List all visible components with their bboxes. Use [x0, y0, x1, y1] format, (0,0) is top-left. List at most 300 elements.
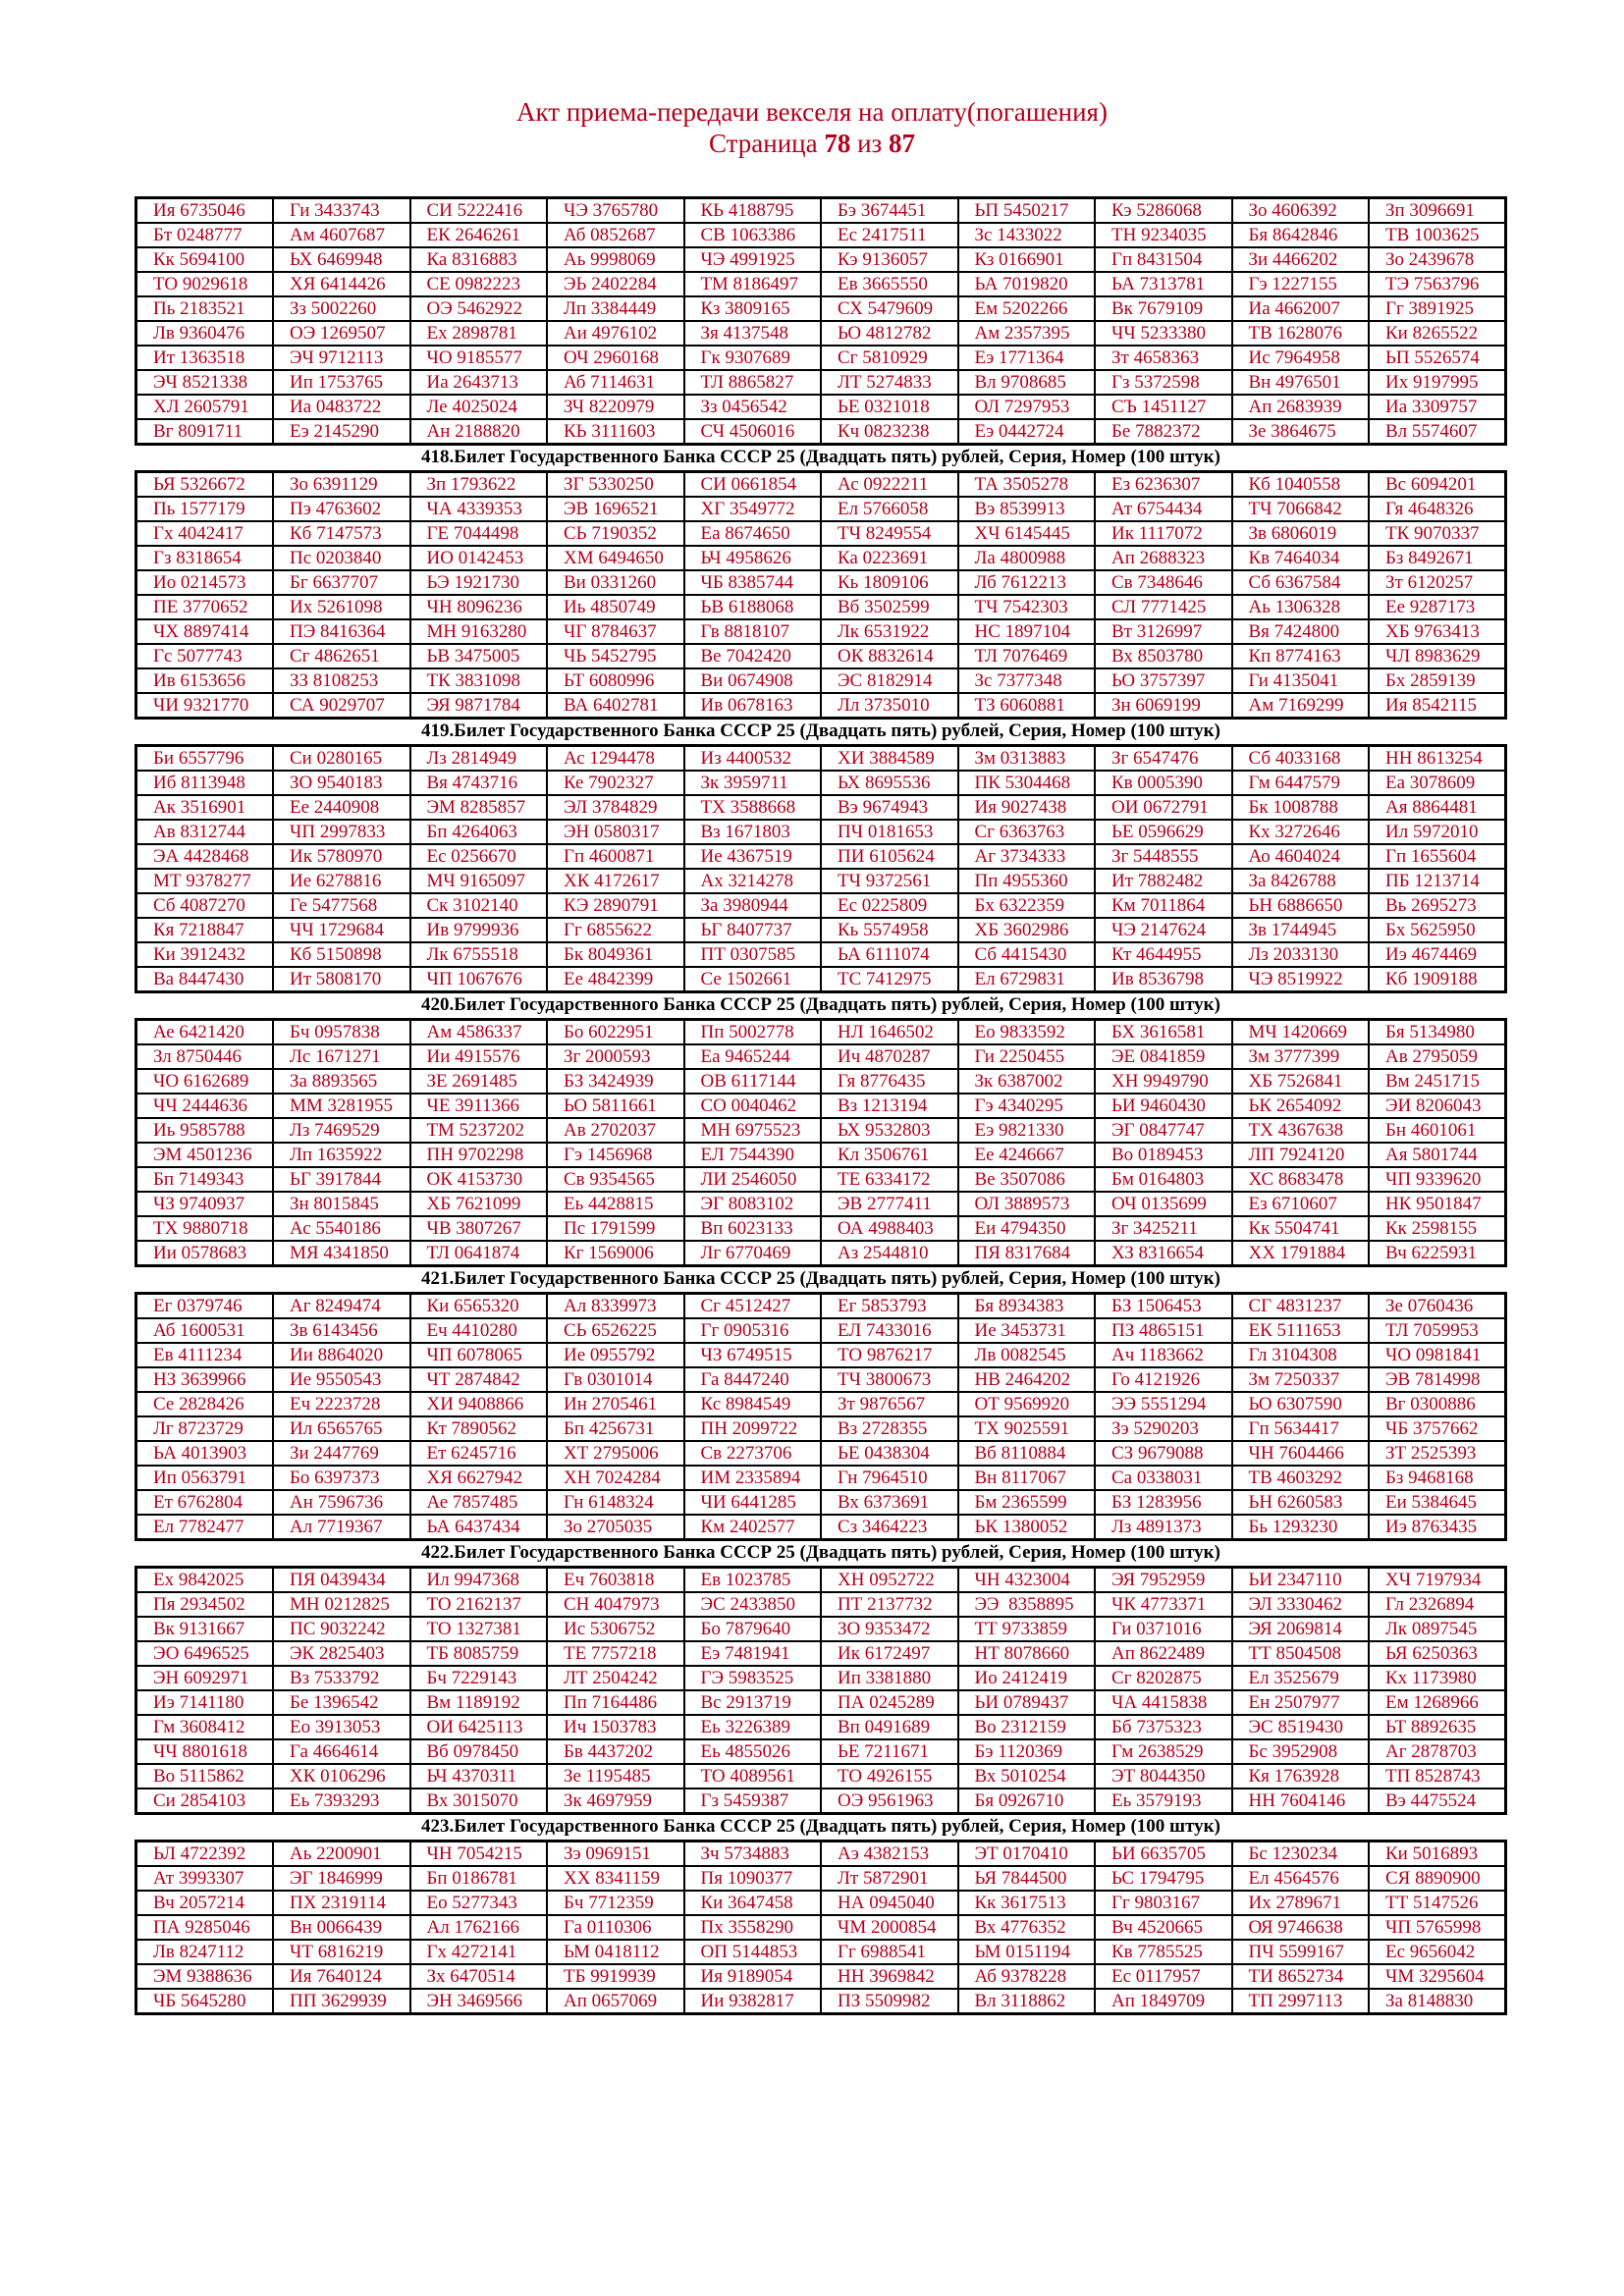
serial-cell: ОИ 0672791	[1095, 795, 1232, 820]
serial-cell: Пс 0203840	[273, 546, 410, 570]
serial-cell: ЧМ 2000854	[821, 1915, 958, 1940]
serial-cell: Аг 2878703	[1369, 1739, 1506, 1764]
table-row	[136, 771, 1506, 795]
table-row	[136, 419, 1506, 445]
serial-cell: Вн 8117067	[958, 1466, 1096, 1490]
serial-cell: Ле 4025024	[410, 395, 548, 419]
serial-cell: ТВ 4603292	[1232, 1466, 1370, 1490]
serial-cell: ЭГ 1846999	[273, 1866, 410, 1891]
table-row	[136, 820, 1506, 844]
serial-cell: Гл 2326894	[1369, 1592, 1506, 1617]
serial-cell: Кх 3272646	[1232, 820, 1370, 844]
serial-cell: Кя 7218847	[136, 918, 274, 942]
serial-cell: Гп 5634417	[1232, 1416, 1370, 1441]
serial-cell: Кв 7464034	[1232, 546, 1370, 570]
serial-cell: Вг 8091711	[136, 419, 274, 445]
serial-cell: Го 4121926	[1095, 1367, 1232, 1392]
serial-cell: ТТ 8504508	[1232, 1641, 1370, 1666]
table-row	[136, 1764, 1506, 1789]
serial-cell: Еа 3078609	[1369, 771, 1506, 795]
serial-cell: Лг 6770469	[684, 1241, 822, 1266]
table-row	[136, 1466, 1506, 1490]
serial-cell: ЭЯ 2069814	[1232, 1617, 1370, 1641]
serial-cell: Аб 1600531	[136, 1318, 274, 1343]
serial-cell: Ик 1117072	[1095, 521, 1232, 546]
serial-cell: Еь 7393293	[273, 1789, 410, 1814]
serial-cell: Кб 1040558	[1232, 472, 1370, 498]
serial-cell: Вк 9131667	[136, 1617, 274, 1641]
serial-cell: Зс 7377348	[958, 668, 1096, 693]
serial-cell: ЭТ 8044350	[1095, 1764, 1232, 1789]
serial-cell: ХЛ 2605791	[136, 395, 274, 419]
serial-cell: ЕЛ 7433016	[821, 1318, 958, 1343]
serial-cell: Бо 7879640	[684, 1617, 822, 1641]
serial-cell: ЭЕ 0841859	[1095, 1044, 1232, 1069]
serial-cell: Зи 2447769	[273, 1441, 410, 1466]
section-title: 422.Билет Государственного Банка СССР 25 (Двадцать пять) рублей, Серия, Номер (100 штук)	[421, 1542, 1220, 1563]
serial-cell: Аб 9378228	[958, 1964, 1096, 1989]
serial-cell: Км 7011864	[1095, 893, 1232, 918]
serial-cell: ТО 1327381	[410, 1617, 548, 1641]
table-row	[136, 1915, 1506, 1940]
serial-cell: Ил 6565765	[273, 1416, 410, 1441]
serial-cell: ХЗ 8316654	[1095, 1241, 1232, 1266]
serial-cell: ЬК 2654092	[1232, 1094, 1370, 1118]
serial-cell: Иь 4850749	[547, 595, 684, 619]
serial-cell: Вч 2057214	[136, 1891, 274, 1915]
serial-cell: Зи 4466202	[1232, 247, 1370, 272]
table-row	[136, 1739, 1506, 1764]
serial-cell: ЧП 9339620	[1369, 1167, 1506, 1192]
serial-cell: ЭМ 4501236	[136, 1143, 274, 1167]
serial-cell: Гя 4648326	[1369, 497, 1506, 521]
serial-cell: ХЧ 7197934	[1369, 1568, 1506, 1593]
serial-cell: Кк 5504741	[1232, 1216, 1370, 1241]
serial-cell: Ел 6729831	[958, 967, 1096, 992]
serial-cell: НА 0945040	[821, 1891, 958, 1915]
serial-cell: Иэ 8763435	[1369, 1515, 1506, 1540]
serial-cell: Гл 3104308	[1232, 1343, 1370, 1367]
serial-cell: Гм 2638529	[1095, 1739, 1232, 1764]
serial-cell: Еч 4410280	[410, 1318, 548, 1343]
serial-cell: ЧА 4339353	[410, 497, 548, 521]
serial-cell: Га 0110306	[547, 1915, 684, 1940]
serial-cell: Бк 1008788	[1232, 795, 1370, 820]
serial-cell: ХС 8683478	[1232, 1167, 1370, 1192]
serial-cell: Вн 4976501	[1232, 370, 1370, 395]
serial-cell: ХЧ 6145445	[958, 521, 1096, 546]
serial-cell: ЧЭ 8519922	[1232, 967, 1370, 992]
serial-cell: Вп 0491689	[821, 1715, 958, 1739]
serial-cell: ОК 8832614	[821, 644, 958, 668]
serial-cell: Пх 3558290	[684, 1915, 822, 1940]
serial-cell: Ла 4800988	[958, 546, 1096, 570]
table-row	[136, 1940, 1506, 1964]
serial-cell: ЬХ 9532803	[821, 1118, 958, 1143]
serial-cell: ПА 0245289	[821, 1690, 958, 1715]
serial-cell: ЧП 6078065	[410, 1343, 548, 1367]
serial-cell: НВ 2464202	[958, 1367, 1096, 1392]
serial-cell: Ан 2188820	[410, 419, 548, 445]
serial-cell: Ап 2683939	[1232, 395, 1370, 419]
serial-cell: Кэ 9136057	[821, 247, 958, 272]
serial-cell: Ки 6565320	[410, 1294, 548, 1319]
serial-cell: ТХ 9025591	[958, 1416, 1096, 1441]
serial-cell: Ач 1183662	[1095, 1343, 1232, 1367]
serial-cell: Ез 6710607	[1232, 1192, 1370, 1216]
serial-cell: Ес 2417511	[821, 223, 958, 247]
serial-cell: ХИ 9408866	[410, 1392, 548, 1416]
serial-cell: ЗТ 2525393	[1369, 1441, 1506, 1466]
serial-cell: Зт 9876567	[821, 1392, 958, 1416]
serial-cell: Их 9197995	[1369, 370, 1506, 395]
serial-cell: Ег 0379746	[136, 1294, 274, 1319]
serial-cell: ТТ 5147526	[1369, 1891, 1506, 1915]
serial-cell: Ев 3665550	[821, 272, 958, 296]
table-row	[136, 272, 1506, 296]
serial-cell: Вх 3015070	[410, 1789, 548, 1814]
serial-cell: Зт 4658363	[1095, 346, 1232, 370]
serial-cell: ЧЗ 6749515	[684, 1343, 822, 1367]
serial-cell: Бз 8492671	[1369, 546, 1506, 570]
serial-cell: СА 9029707	[273, 693, 410, 719]
serial-cell: Лв 8247112	[136, 1940, 274, 1964]
serial-cell: Ит 7882482	[1095, 869, 1232, 893]
serial-cell: ЬС 1794795	[1095, 1866, 1232, 1891]
serial-cell: ТЧ 8249554	[821, 521, 958, 546]
serial-cell: Гя 8776435	[821, 1069, 958, 1094]
serial-cell: ЧБ 5645280	[136, 1989, 274, 2014]
serial-cell: НЗ 3639966	[136, 1367, 274, 1392]
serial-cell: Ел 4564576	[1232, 1866, 1370, 1891]
serial-cell: ПЯ 8317684	[958, 1241, 1096, 1266]
serial-cell: Аэ 4382153	[821, 1842, 958, 1867]
table-row	[136, 1490, 1506, 1515]
serial-cell: ТБ 9919939	[547, 1964, 684, 1989]
table-row	[136, 1715, 1506, 1739]
table-row	[136, 346, 1506, 370]
serial-cell: Ит 1363518	[136, 346, 274, 370]
serial-table	[135, 1840, 1507, 2015]
serial-cell: ПН 9702298	[410, 1143, 548, 1167]
serial-cell: МН 0212825	[273, 1592, 410, 1617]
serial-cell: ЧК 4773371	[1095, 1592, 1232, 1617]
serial-cell: Пп 4955360	[958, 869, 1096, 893]
serial-cell: КЭ 2890791	[547, 893, 684, 918]
serial-cell: ОИ 6425113	[410, 1715, 548, 1739]
serial-cell: ПЧ 0181653	[821, 820, 958, 844]
serial-cell: Сг 4512427	[684, 1294, 822, 1319]
serial-cell: Гэ 1227155	[1232, 272, 1370, 296]
serial-cell: Ел 5766058	[821, 497, 958, 521]
serial-cell: ОТ 9569920	[958, 1392, 1096, 1416]
serial-cell: Ил 5972010	[1369, 820, 1506, 844]
serial-cell: ЭА 4428468	[136, 844, 274, 869]
serial-cell: Кз 0166901	[958, 247, 1096, 272]
serial-cell: Зг 3425211	[1095, 1216, 1232, 1241]
serial-cell: ПЧ 5599167	[1232, 1940, 1370, 1964]
serial-cell: Лк 6531922	[821, 619, 958, 644]
serial-cell: ХБ 7526841	[1232, 1069, 1370, 1094]
serial-cell: ЛП 7924120	[1232, 1143, 1370, 1167]
serial-cell: ЬИ 0789437	[958, 1690, 1096, 1715]
serial-cell: ЕК 2646261	[410, 223, 548, 247]
serial-cell: ПП 3629939	[273, 1989, 410, 2014]
serial-cell: СЪ 1451127	[1095, 395, 1232, 419]
serial-cell: ПЯ 0439434	[273, 1568, 410, 1593]
serial-cell: Вх 8503780	[1095, 644, 1232, 668]
serial-cell: ЭС 2433850	[684, 1592, 822, 1617]
serial-cell: ХТ 2795006	[547, 1441, 684, 1466]
serial-cell: СГ 4831237	[1232, 1294, 1370, 1319]
serial-cell: Сб 4087270	[136, 893, 274, 918]
serial-cell: ПХ 2319114	[273, 1891, 410, 1915]
serial-number-list	[135, 196, 1507, 2015]
serial-cell: ЬЯ 7844500	[958, 1866, 1096, 1891]
serial-cell: ЧБ 3757662	[1369, 1416, 1506, 1441]
serial-cell: СИ 0661854	[684, 472, 822, 498]
serial-cell: Гм 3608412	[136, 1715, 274, 1739]
serial-cell: ТВ 1628076	[1232, 321, 1370, 346]
serial-cell: Ав 2702037	[547, 1118, 684, 1143]
serial-cell: ЬТ 6080996	[547, 668, 684, 693]
serial-cell: Пь 2183521	[136, 296, 274, 321]
serial-cell: ЬИ 9460430	[1095, 1094, 1232, 1118]
serial-cell: Ги 4135041	[1232, 668, 1370, 693]
document-header	[0, 96, 1624, 159]
serial-cell: ЭГ 8083102	[684, 1192, 822, 1216]
serial-cell: ЭВ 2777411	[821, 1192, 958, 1216]
serial-cell: Ие 3453731	[958, 1318, 1096, 1343]
serial-cell: Аб 0852687	[547, 223, 684, 247]
serial-cell: ЧП 5765998	[1369, 1915, 1506, 1940]
serial-cell: Аб 7114631	[547, 370, 684, 395]
serial-cell: ЬН 6260583	[1232, 1490, 1370, 1515]
serial-cell: ЬЧ 4370311	[410, 1764, 548, 1789]
serial-cell: Вл 9708685	[958, 370, 1096, 395]
serial-cell: НН 3969842	[821, 1964, 958, 1989]
table-row	[136, 1666, 1506, 1690]
serial-cell: ОА 4988403	[821, 1216, 958, 1241]
serial-cell: Сг 5810929	[821, 346, 958, 370]
serial-cell: Зм 0313883	[958, 746, 1096, 772]
serial-cell: Ив 9799936	[410, 918, 548, 942]
serial-cell: Кк 5694100	[136, 247, 274, 272]
serial-cell: ММ 3281955	[273, 1094, 410, 1118]
serial-cell: Ам 4607687	[273, 223, 410, 247]
serial-cell: Зк 4697959	[547, 1789, 684, 1814]
serial-cell: МЯ 4341850	[273, 1241, 410, 1266]
serial-cell: Кь 5574958	[821, 918, 958, 942]
serial-cell: ПИ 6105624	[821, 844, 958, 869]
serial-cell: ЧН 4323004	[958, 1568, 1096, 1593]
serial-cell: МН 9163280	[410, 619, 548, 644]
serial-cell: Ия 6735046	[136, 198, 274, 224]
serial-cell: Св 2273706	[684, 1441, 822, 1466]
serial-cell: ТМ 8186497	[684, 272, 822, 296]
serial-cell: ОЛ 7297953	[958, 395, 1096, 419]
serial-cell: ЭЛ 3330462	[1232, 1592, 1370, 1617]
serial-cell: Ги 2250455	[958, 1044, 1096, 1069]
serial-cell: Ия 8542115	[1369, 693, 1506, 719]
serial-cell: ПЭ 8416364	[273, 619, 410, 644]
serial-cell: Ее 9287173	[1369, 595, 1506, 619]
table-row	[136, 521, 1506, 546]
serial-table	[135, 744, 1507, 993]
serial-cell: Вэ 8539913	[958, 497, 1096, 521]
table-row	[136, 1416, 1506, 1441]
serial-cell: Аз 2544810	[821, 1241, 958, 1266]
serial-cell: ТП 2997113	[1232, 1989, 1370, 2014]
serial-cell: ЧГ 8784637	[547, 619, 684, 644]
serial-cell: ЬО 5811661	[547, 1094, 684, 1118]
serial-cell: ЬИ 2347110	[1232, 1568, 1370, 1593]
table-row	[136, 1020, 1506, 1045]
serial-cell: Ки 5016893	[1369, 1842, 1506, 1867]
serial-cell: Бь 1293230	[1232, 1515, 1370, 1540]
serial-cell: ТС 7412975	[821, 967, 958, 992]
serial-cell: ЬН 6886650	[1232, 893, 1370, 918]
serial-cell: Ал 7719367	[273, 1515, 410, 1540]
serial-cell: ЧО 9185577	[410, 346, 548, 370]
table-row	[136, 1216, 1506, 1241]
serial-cell: Ив 0678163	[684, 693, 822, 719]
serial-cell: Ит 5808170	[273, 967, 410, 992]
serial-cell: Ае 6421420	[136, 1020, 274, 1045]
serial-cell: БЗ 1283956	[1095, 1490, 1232, 1515]
table-row	[136, 1392, 1506, 1416]
serial-cell: ЭГ 0847747	[1095, 1118, 1232, 1143]
page-indicator	[0, 128, 1624, 159]
serial-cell: Гг 3891925	[1369, 296, 1506, 321]
serial-cell: ХХ 8341159	[547, 1866, 684, 1891]
serial-cell: ЧЧ 2444636	[136, 1094, 274, 1118]
serial-cell: Ги 0371016	[1095, 1617, 1232, 1641]
serial-cell: Ас 1294478	[547, 746, 684, 772]
serial-cell: ХН 7024284	[547, 1466, 684, 1490]
serial-cell: Лг 8723729	[136, 1416, 274, 1441]
serial-cell: Лз 2814949	[410, 746, 548, 772]
serial-cell: Зм 7250337	[1232, 1367, 1370, 1392]
serial-cell: Лк 6755518	[410, 942, 548, 967]
serial-cell: Бм 0164803	[1095, 1167, 1232, 1192]
serial-cell: Бх 5625950	[1369, 918, 1506, 942]
serial-cell: ТЭ 7563796	[1369, 272, 1506, 296]
serial-cell: Ес 9656042	[1369, 1940, 1506, 1964]
serial-cell: НС 1897104	[958, 619, 1096, 644]
table-row	[136, 1044, 1506, 1069]
serial-cell: Бх 2859139	[1369, 668, 1506, 693]
serial-cell: ТК 3831098	[410, 668, 548, 693]
serial-cell: Вл 5574607	[1369, 419, 1506, 445]
table-row	[136, 1789, 1506, 1814]
serial-cell: Ас 0922211	[821, 472, 958, 498]
serial-cell: ЧЕ 3911366	[410, 1094, 548, 1118]
serial-cell: Бя 5134980	[1369, 1020, 1506, 1045]
serial-cell: ЭЯ 7952959	[1095, 1568, 1232, 1593]
serial-cell: ЧВ 3807267	[410, 1216, 548, 1241]
serial-cell: ТП 8528743	[1369, 1764, 1506, 1789]
serial-cell: Зм 3777399	[1232, 1044, 1370, 1069]
serial-cell: Гс 5077743	[136, 644, 274, 668]
serial-cell: Ех 9842025	[136, 1568, 274, 1593]
serial-cell: Бп 0186781	[410, 1866, 548, 1891]
table-row	[136, 644, 1506, 668]
serial-cell: Вл 3118862	[958, 1989, 1096, 2014]
serial-cell: НН 8613254	[1369, 746, 1506, 772]
serial-cell: Бо 6022951	[547, 1020, 684, 1045]
serial-cell: Кб 7147573	[273, 521, 410, 546]
serial-cell: ЬВ 3475005	[410, 644, 548, 668]
table-row	[136, 1241, 1506, 1266]
serial-cell: Ия 9189054	[684, 1964, 822, 1989]
serial-cell: Ее 2440908	[273, 795, 410, 820]
serial-cell: Кт 7890562	[410, 1416, 548, 1441]
serial-cell: Зе 1195485	[547, 1764, 684, 1789]
serial-cell: ЧЬ 5452795	[547, 644, 684, 668]
serial-table	[135, 1018, 1507, 1267]
serial-cell: Бе 1396542	[273, 1690, 410, 1715]
serial-cell: Вя 7424800	[1232, 619, 1370, 644]
serial-cell: ЭМ 8285857	[410, 795, 548, 820]
serial-cell: ХГ 3549772	[684, 497, 822, 521]
serial-cell: ЬЯ 6250363	[1369, 1641, 1506, 1666]
serial-cell: ТВ 1003625	[1369, 223, 1506, 247]
serial-cell: ЧЧ 5233380	[1095, 321, 1232, 346]
serial-cell: Се 1502661	[684, 967, 822, 992]
serial-cell: Пь 1577179	[136, 497, 274, 521]
serial-cell: Гз 5459387	[684, 1789, 822, 1814]
serial-cell: Зн 8015845	[273, 1192, 410, 1216]
serial-cell: ЧТ 2874842	[410, 1367, 548, 1392]
serial-cell: Гз 5372598	[1095, 370, 1232, 395]
serial-cell: Кв 0005390	[1095, 771, 1232, 795]
serial-cell: БЗ 1506453	[1095, 1294, 1232, 1319]
table-row	[136, 1094, 1506, 1118]
serial-cell: ЧМ 3295604	[1369, 1964, 1506, 1989]
serial-cell: Гм 6447579	[1232, 771, 1370, 795]
serial-cell: ОЭ 9561963	[821, 1789, 958, 1814]
serial-cell: Аь 1306328	[1232, 595, 1370, 619]
serial-cell: Зо 6391129	[273, 472, 410, 498]
serial-cell: Ке 7902327	[547, 771, 684, 795]
serial-cell: Вэ 9674943	[821, 795, 958, 820]
serial-cell: Вс 6094201	[1369, 472, 1506, 498]
serial-cell: ПК 5304468	[958, 771, 1096, 795]
serial-cell: ЬЕ 7211671	[821, 1739, 958, 1764]
serial-cell: ИО 0142453	[410, 546, 548, 570]
serial-cell: Вб 0978450	[410, 1739, 548, 1764]
serial-cell: МЧ 1420669	[1232, 1020, 1370, 1045]
serial-cell: Вг 0300886	[1369, 1392, 1506, 1416]
serial-cell: ЗО 9540183	[273, 771, 410, 795]
serial-cell: Зэ 5290203	[1095, 1416, 1232, 1441]
serial-cell: ТХ 4367638	[1232, 1118, 1370, 1143]
serial-cell: ПБ 1213714	[1369, 869, 1506, 893]
serial-cell: ЧЭ 4991925	[684, 247, 822, 272]
table-row	[136, 1690, 1506, 1715]
serial-cell: Еэ 9821330	[958, 1118, 1096, 1143]
serial-table	[135, 470, 1507, 720]
serial-cell: ЛТ 2504242	[547, 1666, 684, 1690]
serial-cell: Ие 4367519	[684, 844, 822, 869]
serial-cell: Ел 7782477	[136, 1515, 274, 1540]
serial-cell: Ип 3381880	[821, 1666, 958, 1690]
serial-cell: ЧЧ 8801618	[136, 1739, 274, 1764]
serial-cell: Лс 1671271	[273, 1044, 410, 1069]
serial-cell: ЬЛ 4722392	[136, 1842, 274, 1867]
serial-cell: ЬП 5450217	[958, 198, 1096, 224]
